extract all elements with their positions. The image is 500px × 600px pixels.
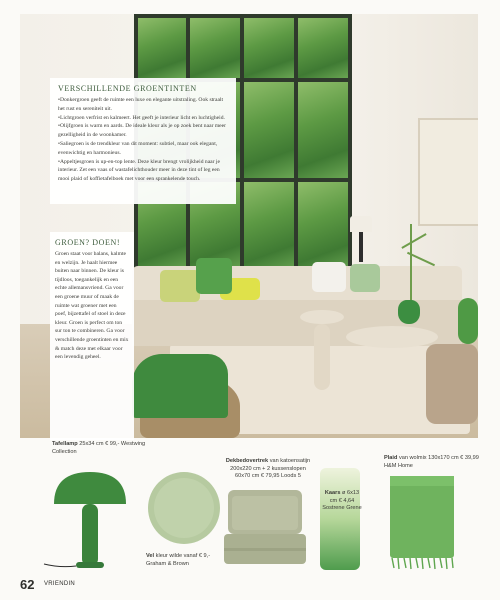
product-detail: 25x34 cm € 99,- Westwing Collection	[52, 441, 146, 455]
bullet-item: • Lichtgroen verfrist en kalmeert. Het geeft je interieur licht en luchtigheid.	[58, 114, 228, 123]
product-name: Tafellamp	[52, 441, 78, 447]
product-name: Kaars	[324, 490, 341, 496]
floor-lamp	[350, 216, 372, 232]
section-heading: VERSCHILLENDE GROENTINTEN	[58, 84, 197, 93]
plaid-image	[384, 474, 460, 572]
wall-art	[418, 118, 478, 226]
product-detail: ø 6x13 cm € 4,64 Sostrene Grene	[322, 490, 362, 512]
product-name: Vel	[146, 553, 155, 559]
body-text: Groen staat voor balans, kalmte en welzijn. Je haalt hiermee buiten naar binnen. De kleur is tijdloos, toegankelijk en een echte allemansvriend. Ga voor een groene muur of maak de ruimte wat groener met een poef, bijzettafel of stoel in deze kleur. Groen is perfect om ton sur ton te combineren. Ga voor verschillende groentinten en mix & match deze met elkaar voor een levendig geheel.	[55, 251, 129, 361]
duvet-image	[220, 484, 310, 570]
cushion-floral	[160, 270, 200, 302]
cushion-green	[196, 258, 232, 294]
bullet-list	[58, 96, 228, 184]
green-vase	[398, 300, 420, 324]
product-caption	[224, 458, 312, 481]
product-caption	[384, 455, 480, 470]
green-throw	[132, 354, 228, 418]
product-caption	[146, 553, 226, 568]
section-heading: GROEN? DOEN!	[55, 238, 121, 247]
paint-sample-image	[144, 468, 224, 548]
groen-doen-panel	[50, 232, 134, 440]
product-caption	[52, 441, 162, 456]
groentinten-panel	[50, 78, 236, 204]
magazine-name: VRIENDIN	[44, 581, 76, 587]
bullet-item: • Olijfgroen is warm en aards. De ideale kleur als je op zoek bent naar meer gezelligheid in de woonkamer.	[58, 122, 228, 140]
candle-image	[314, 464, 366, 574]
product-detail: kleur wilde vanaf € 9,- Graham & Brown	[146, 553, 211, 567]
cushion-white	[312, 262, 346, 292]
bullet-item: • Saliegroen is de trendkleur van dit moment: subtiel, maar ook elegant, evenwichtig en harmonieus.	[58, 140, 228, 158]
product-caption	[322, 490, 362, 513]
product-name: Plaid	[384, 455, 398, 461]
product-detail: van katoensatijn 200x220 cm + 2 kussenslopen 60x70 cm € 79,95 Loods 5	[230, 458, 311, 480]
coffee-table	[346, 326, 438, 348]
table-lamp-image	[40, 464, 140, 574]
cushion-sage	[350, 264, 380, 292]
armchair	[426, 344, 478, 424]
product-detail: van wolmix 130x170 cm € 39,99 H&M Home	[384, 455, 479, 469]
bullet-item: • Appeltjesgroen is up-en-top lente. Deze kleur brengt vrolijkheid naar je interieur. Zet een vaas of wastafelichthouder meer in deze tint of leg een mooi plaid of koffietafelboek met voor een sprankelende touch.	[58, 158, 228, 184]
product-name: Dekbedovertrek	[225, 458, 269, 464]
side-table	[300, 310, 344, 324]
green-chair	[458, 298, 478, 344]
bullet-item: • Donkergroen geeft de ruimte een luxe en elegante uitstraling. Ook straalt het rust en sereniteit uit.	[58, 96, 228, 114]
page-number: 62	[20, 577, 35, 592]
